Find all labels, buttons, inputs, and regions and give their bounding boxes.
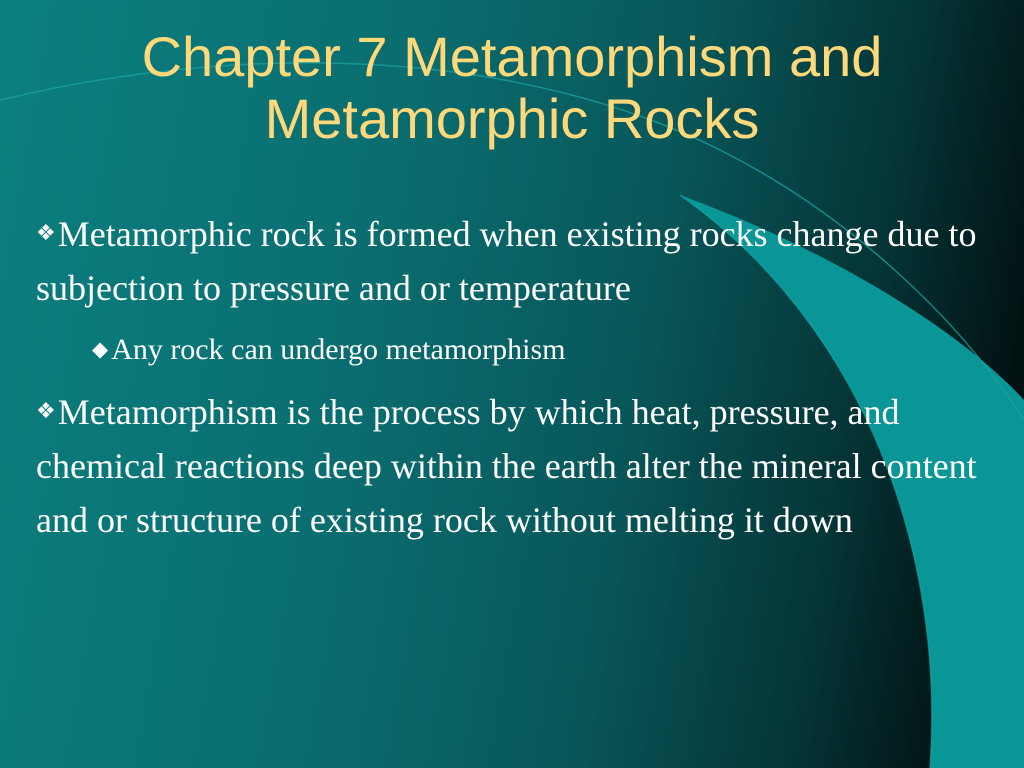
diamond-bullet-icon: ◆ bbox=[92, 337, 109, 361]
sub-bullet-text: Any rock can undergo metamorphism bbox=[111, 333, 566, 366]
bullet-item bbox=[36, 384, 981, 547]
sub-bullet-item bbox=[92, 329, 981, 370]
bullet-item bbox=[36, 206, 981, 315]
slide-title: Chapter 7 Metamorphism and Metamorphic Rocks bbox=[141, 25, 883, 150]
bullet-text: Metamorphism is the process by which heat, pressure, and chemical reactions deep within the earth alter the mineral content and or structure of existing rock without melting it down bbox=[36, 392, 977, 540]
slide-body bbox=[36, 206, 981, 547]
bullet-text: Metamorphic rock is formed when existing rocks change due to subjection to pressure and or temperature bbox=[36, 214, 977, 308]
diamond-four-bullet-icon: ❖ bbox=[36, 398, 56, 423]
diamond-four-bullet-icon: ❖ bbox=[36, 220, 56, 245]
